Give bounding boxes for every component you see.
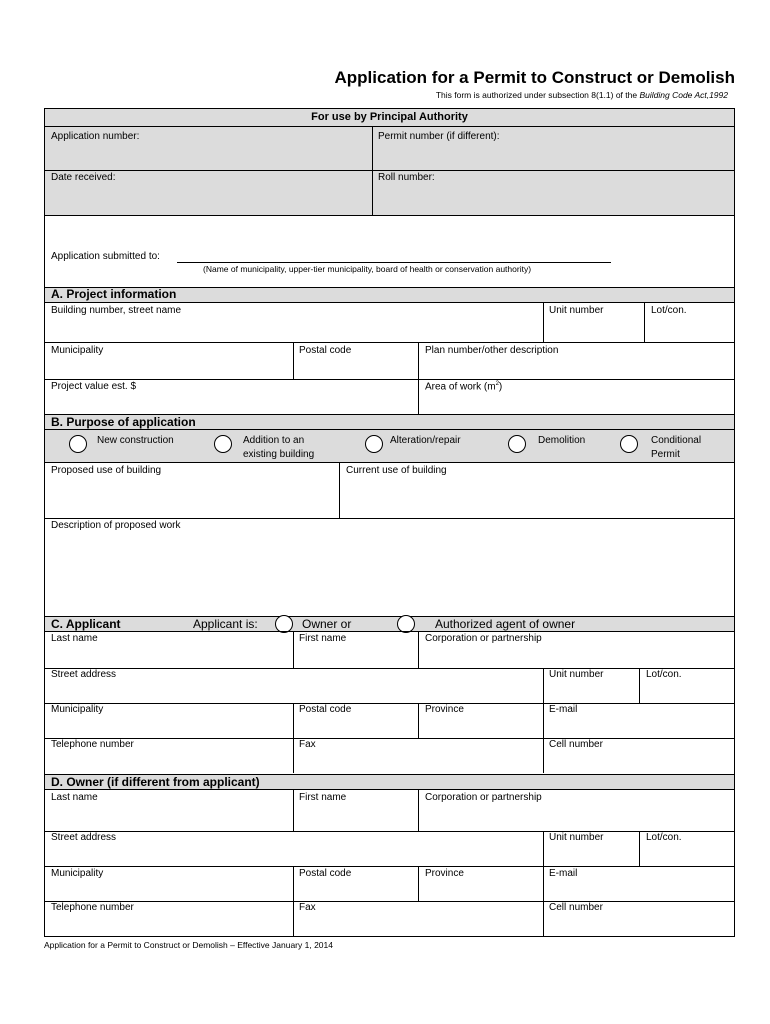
unit-number-label: Unit number — [549, 305, 604, 316]
current-use-label: Current use of building — [346, 465, 447, 476]
d-last-name-label: Last name — [51, 792, 98, 803]
application-number-label: Application number: — [51, 131, 140, 142]
conditional-label: Conditional — [651, 435, 702, 446]
applicant-is-label: Applicant is: — [193, 617, 258, 631]
page-title: Application for a Permit to Construct or Demolish — [334, 68, 735, 87]
demolition-label: Demolition — [538, 435, 586, 446]
area-of-work-label — [425, 381, 502, 392]
d-municipality-label: Municipality — [51, 868, 104, 879]
area-close: ) — [498, 381, 503, 393]
d-lot-con-label: Lot/con. — [646, 832, 682, 843]
proposed-use-label: Proposed use of building — [51, 465, 162, 476]
footer-text: Application for a Permit to Construct or Demolish – Effective January 1, 2014 — [44, 940, 333, 950]
demolition-radio[interactable] — [508, 435, 526, 453]
submitted-to-note: (Name of municipality, upper-tier municipality, board of health or conservation authority) — [203, 264, 532, 274]
addition-radio[interactable] — [214, 435, 232, 453]
page-subtitle — [0, 90, 728, 100]
section-c-bar — [45, 616, 734, 631]
municipality-label: Municipality — [51, 345, 104, 356]
lot-con-label: Lot/con. — [651, 305, 687, 316]
c-province-label: Province — [425, 704, 464, 715]
d-email-label: E-mail — [549, 868, 578, 879]
addition-label-2: existing building — [243, 449, 315, 460]
alteration-radio[interactable] — [365, 435, 383, 453]
d-postal-code-label: Postal code — [299, 868, 352, 879]
d-first-name-label: First name — [299, 792, 347, 803]
c-postal-code-label: Postal code — [299, 704, 352, 715]
roll-number-label: Roll number: — [378, 172, 435, 183]
d-street-address-label: Street address — [51, 832, 117, 843]
act-name: Building Code Act,1992 — [639, 90, 728, 100]
c-cell-label: Cell number — [549, 739, 603, 750]
d-cell-label: Cell number — [549, 902, 603, 913]
section-c-heading: C. Applicant — [51, 617, 121, 631]
area-text: Area of work (m — [425, 381, 496, 393]
project-value-label: Project value est. $ — [51, 381, 137, 392]
conditional-permit-radio[interactable] — [620, 435, 638, 453]
c-last-name-label: Last name — [51, 633, 98, 644]
d-unit-number-label: Unit number — [549, 832, 604, 843]
c-telephone-label: Telephone number — [51, 739, 134, 750]
section-b-heading: B. Purpose of application — [51, 415, 196, 429]
c-first-name-label: First name — [299, 633, 347, 644]
agent-label: Authorized agent of owner — [435, 617, 576, 631]
new-construction-label: New construction — [97, 435, 174, 446]
c-fax-label: Fax — [299, 739, 316, 750]
permit-label: Permit — [651, 449, 680, 460]
c-email-label: E-mail — [549, 704, 578, 715]
c-municipality-label: Municipality — [51, 704, 104, 715]
d-province-label: Province — [425, 868, 464, 879]
addition-label: Addition to an — [243, 435, 305, 446]
building-number-label: Building number, street name — [51, 305, 182, 316]
subtitle-text: This form is authorized under subsection 8(1.1) of the — [435, 90, 640, 100]
d-telephone-label: Telephone number — [51, 902, 134, 913]
submitted-to-line[interactable] — [177, 262, 611, 263]
postal-code-label: Postal code — [299, 345, 352, 356]
section-a-heading: A. Project information — [51, 287, 177, 301]
authority-heading: For use by Principal Authority — [311, 111, 468, 123]
d-fax-label: Fax — [299, 902, 316, 913]
new-construction-radio[interactable] — [69, 435, 87, 453]
owner-label: Owner or — [302, 617, 352, 631]
description-label: Description of proposed work — [51, 520, 181, 531]
permit-number-label: Permit number (if different): — [378, 131, 500, 142]
authority-box — [45, 109, 734, 215]
area-superscript: 2 — [495, 381, 499, 387]
submitted-to-label: Application submitted to: — [51, 251, 160, 262]
permit-form — [44, 108, 735, 937]
c-corporation-label: Corporation or partnership — [425, 633, 542, 644]
section-d-heading: D. Owner (if different from applicant) — [51, 775, 260, 789]
plan-number-label: Plan number/other description — [425, 345, 559, 356]
alteration-label: Alteration/repair — [390, 435, 461, 446]
d-corporation-label: Corporation or partnership — [425, 792, 542, 803]
c-lot-con-label: Lot/con. — [646, 669, 682, 680]
date-received-label: Date received: — [51, 172, 116, 183]
c-street-address-label: Street address — [51, 669, 117, 680]
c-unit-number-label: Unit number — [549, 669, 604, 680]
